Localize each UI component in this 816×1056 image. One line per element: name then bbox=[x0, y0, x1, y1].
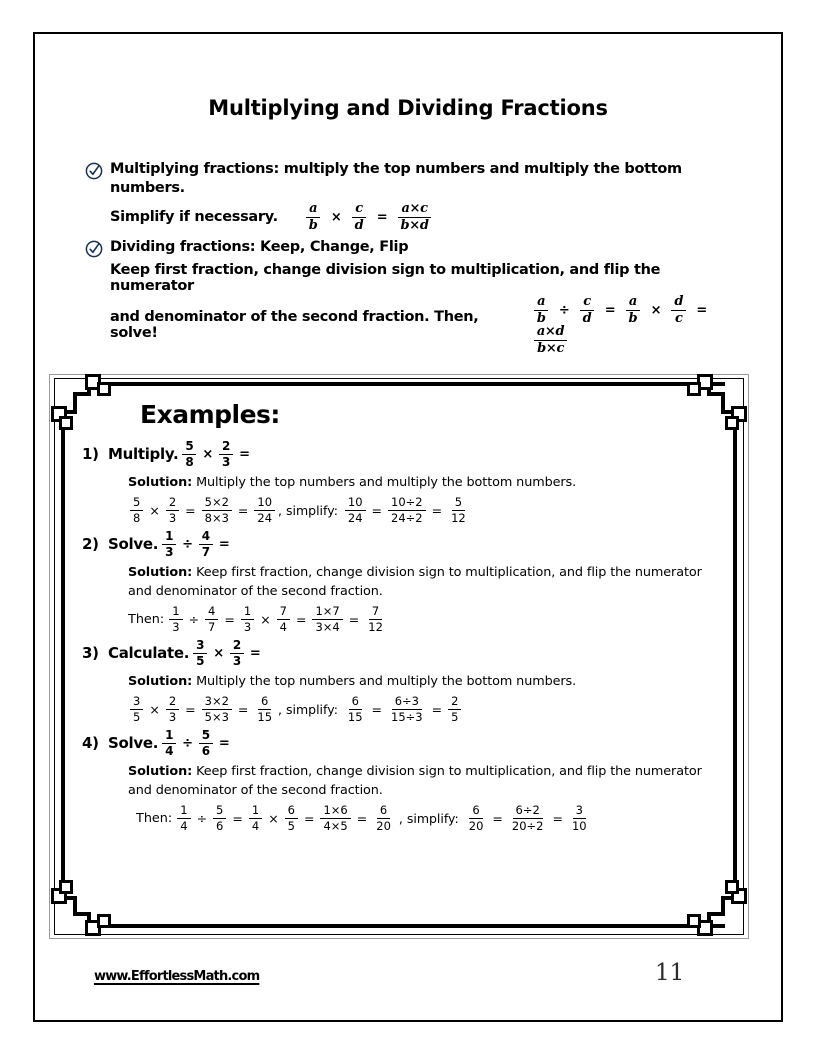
denominator: 4 bbox=[251, 818, 260, 833]
numerator: 4 bbox=[205, 605, 218, 619]
fraction-e bbox=[320, 804, 350, 831]
fraction-e bbox=[345, 695, 366, 722]
solution-text: Multiply the top numbers and multiply the bottom numbers. bbox=[196, 674, 577, 689]
numerator: a×d bbox=[534, 325, 568, 341]
note-item-multiplying bbox=[84, 160, 734, 198]
corner-ornament-tl-inner bbox=[97, 382, 111, 396]
operator: × bbox=[213, 645, 224, 661]
problem-expression bbox=[191, 639, 264, 667]
numerator: 1 bbox=[169, 605, 182, 619]
numerator: 5 bbox=[199, 729, 213, 744]
footer-website-link[interactable]: www.EffortlessMath.com bbox=[94, 969, 260, 984]
solution-text: Keep first fraction, change division sign to multiplication, and flip the numerator bbox=[196, 764, 702, 779]
fraction-2 bbox=[199, 530, 213, 558]
fraction-f bbox=[388, 496, 426, 523]
problem-number: 1) bbox=[82, 445, 99, 463]
frame-thick-bottom bbox=[87, 924, 725, 928]
operator: × bbox=[202, 446, 213, 462]
numerator: 2 bbox=[166, 496, 179, 510]
denominator: 5 bbox=[196, 653, 205, 668]
numerator: c bbox=[580, 295, 594, 311]
fraction-d bbox=[254, 496, 275, 523]
fraction-c-over-d bbox=[580, 295, 595, 325]
fraction-e bbox=[312, 605, 342, 632]
fraction-h bbox=[509, 804, 547, 831]
numerator: 5 bbox=[130, 496, 143, 510]
denominator: 15 bbox=[347, 709, 363, 724]
operator-2: × bbox=[260, 611, 271, 627]
solution-label: Solution: bbox=[128, 764, 193, 779]
fraction-1 bbox=[182, 440, 196, 468]
note-multiplying-line2 bbox=[110, 200, 734, 234]
numerator: 2 bbox=[166, 695, 179, 709]
frame-gray-top bbox=[49, 374, 749, 375]
problem-3-statement bbox=[82, 636, 742, 670]
fraction-f bbox=[373, 804, 394, 831]
multiply-operator: × bbox=[330, 209, 342, 225]
denominator: 5 bbox=[287, 818, 295, 833]
fraction-a bbox=[177, 804, 190, 831]
denominator: 20 bbox=[468, 818, 484, 833]
numerator: d bbox=[671, 295, 686, 311]
solution-text-row bbox=[128, 762, 742, 781]
denominator: b×d bbox=[400, 217, 429, 233]
numerator: 6 bbox=[469, 804, 482, 818]
solution-text-row bbox=[128, 672, 742, 691]
numerator: 6÷3 bbox=[392, 695, 422, 709]
solution-label: Solution: bbox=[128, 674, 193, 689]
numerator: 10 bbox=[254, 496, 275, 510]
corner-ornament-br-inner bbox=[687, 914, 701, 928]
examples-heading: Examples: bbox=[140, 400, 280, 429]
problem-1 bbox=[82, 437, 742, 525]
numerator: 3×2 bbox=[202, 695, 232, 709]
fraction-g bbox=[466, 804, 487, 831]
solution-label: Solution: bbox=[128, 475, 193, 490]
frame-gray-right bbox=[748, 374, 749, 939]
circled-check-icon bbox=[84, 161, 104, 181]
equals-sign: = bbox=[218, 735, 230, 751]
fraction-e bbox=[345, 496, 366, 523]
numerator: 7 bbox=[369, 605, 382, 619]
numerator: 1 bbox=[162, 530, 176, 545]
equals-sign: = bbox=[239, 446, 250, 462]
simplify-label: , simplify: bbox=[278, 701, 338, 717]
numerator: 6 bbox=[285, 804, 298, 818]
notes-section bbox=[84, 160, 734, 356]
note-denominator-text: and denominator of the second fraction. Then, solve! bbox=[110, 309, 479, 342]
fraction-d bbox=[285, 804, 298, 831]
fraction-c bbox=[202, 695, 232, 722]
denominator: b bbox=[308, 217, 318, 233]
fraction-d bbox=[254, 695, 275, 722]
numerator: 4 bbox=[199, 530, 213, 545]
equals-1: = bbox=[185, 502, 196, 518]
operator-1: ÷ bbox=[188, 611, 200, 627]
operator: ÷ bbox=[182, 536, 193, 552]
denominator: 4 bbox=[279, 619, 287, 634]
fraction-c bbox=[241, 605, 254, 632]
numerator: 3 bbox=[193, 639, 207, 654]
fraction-1 bbox=[193, 639, 207, 667]
then-label: Then: bbox=[128, 611, 165, 627]
operator: × bbox=[149, 502, 160, 518]
numerator: 3 bbox=[573, 804, 586, 818]
fraction-1 bbox=[162, 729, 176, 757]
numerator: 6 bbox=[258, 695, 271, 709]
denominator: 7 bbox=[201, 544, 210, 559]
denominator: b bbox=[536, 310, 546, 326]
then-label: Then: bbox=[136, 810, 173, 826]
numerator: 1×6 bbox=[320, 804, 350, 818]
note-item-dividing bbox=[84, 238, 734, 259]
denominator: 8×3 bbox=[204, 510, 229, 525]
denominator: c bbox=[674, 310, 683, 326]
numerator: 3 bbox=[130, 695, 143, 709]
denominator: 5 bbox=[451, 709, 459, 724]
denominator: 20÷2 bbox=[511, 818, 544, 833]
problem-4-solution bbox=[128, 762, 742, 833]
equals-2: = bbox=[304, 810, 315, 826]
circled-check-icon bbox=[84, 239, 104, 259]
corner-ornament-br-side2 bbox=[725, 880, 739, 894]
numerator: 5 bbox=[452, 496, 465, 510]
note-simplify-text: Simplify if necessary. bbox=[110, 209, 278, 225]
numerator: 1×7 bbox=[312, 605, 342, 619]
denominator: 3 bbox=[243, 619, 252, 634]
numerator: a bbox=[626, 295, 640, 311]
numerator: a bbox=[534, 295, 548, 311]
numerator: 5 bbox=[182, 440, 196, 455]
denominator: 3 bbox=[168, 510, 177, 525]
fraction-b bbox=[166, 496, 179, 523]
note-text-line1: Multiplying fractions: multiply the top numbers and multiply the bottom numbers. bbox=[110, 161, 682, 196]
fraction-c bbox=[202, 496, 232, 523]
fraction-d bbox=[277, 605, 290, 632]
frame-thin-bottom bbox=[54, 934, 744, 935]
solution-work-4 bbox=[136, 803, 742, 833]
frame-gray-left bbox=[49, 374, 50, 939]
equals-2: = bbox=[237, 701, 249, 717]
solution-label: Solution: bbox=[128, 565, 193, 580]
problem-3 bbox=[82, 636, 742, 724]
solution-work-2 bbox=[128, 604, 742, 634]
denominator: 24 bbox=[347, 510, 363, 525]
equals-2: = bbox=[296, 611, 307, 627]
fraction-g bbox=[448, 695, 461, 722]
denominator: 3 bbox=[232, 653, 241, 668]
equals-3: = bbox=[371, 502, 383, 518]
denominator: 6 bbox=[201, 743, 210, 758]
numerator: 5 bbox=[213, 804, 226, 818]
denominator: 12 bbox=[368, 619, 383, 634]
denominator: 24 bbox=[257, 510, 273, 525]
denominator: b×c bbox=[537, 340, 565, 356]
fraction-result bbox=[398, 202, 432, 232]
numerator: 2 bbox=[448, 695, 461, 709]
problem-prompt: Multiply. bbox=[108, 445, 179, 463]
denominator: 3 bbox=[222, 454, 231, 469]
note-text-line1: Dividing fractions: Keep, Change, Flip bbox=[110, 239, 409, 255]
numerator: 6÷2 bbox=[513, 804, 543, 818]
denominator: 5×3 bbox=[204, 709, 229, 724]
operator-2: × bbox=[268, 810, 279, 826]
solution-work-1 bbox=[128, 495, 742, 525]
note-dividing-line3 bbox=[110, 295, 734, 356]
denominator: 24÷2 bbox=[391, 510, 423, 525]
fraction-2 bbox=[199, 729, 213, 757]
equals-5: = bbox=[552, 810, 563, 826]
problem-1-statement bbox=[82, 437, 742, 471]
equals-operator-2: = bbox=[696, 302, 708, 318]
numerator: 2 bbox=[219, 440, 233, 455]
denominator: 3 bbox=[172, 619, 180, 634]
equals-4: = bbox=[431, 502, 443, 518]
fraction-a-over-b-2 bbox=[626, 295, 641, 325]
equals-1: = bbox=[224, 611, 235, 627]
note-dividing-line2 bbox=[110, 261, 734, 295]
solution-text-row bbox=[128, 563, 742, 582]
equals-2: = bbox=[237, 502, 249, 518]
equals-1: = bbox=[185, 701, 196, 717]
problem-number: 3) bbox=[82, 644, 99, 662]
fraction-a bbox=[130, 496, 143, 523]
problem-3-solution bbox=[128, 672, 742, 724]
numerator: 10 bbox=[345, 496, 366, 510]
numerator: 10÷2 bbox=[388, 496, 426, 510]
solution-text-row-2 bbox=[128, 781, 742, 800]
problem-1-solution bbox=[128, 473, 742, 525]
solution-text-row-2 bbox=[128, 582, 742, 601]
denominator: 15 bbox=[257, 709, 273, 724]
operator: ÷ bbox=[182, 735, 193, 751]
problem-4 bbox=[82, 726, 742, 833]
denominator: 3×4 bbox=[315, 619, 340, 634]
problem-expression bbox=[160, 530, 233, 558]
denominator: b bbox=[628, 310, 638, 326]
fraction-1 bbox=[162, 530, 176, 558]
operator: × bbox=[149, 701, 160, 717]
examples-section bbox=[82, 400, 742, 835]
problem-expression bbox=[180, 440, 253, 468]
problem-prompt: Calculate. bbox=[108, 644, 190, 662]
fraction-c-over-d bbox=[352, 202, 367, 232]
fraction-g bbox=[448, 496, 469, 523]
fraction-a bbox=[130, 695, 143, 722]
equals-3: = bbox=[348, 611, 360, 627]
denominator: 4 bbox=[165, 743, 174, 758]
equals-operator: = bbox=[604, 302, 616, 318]
problem-number: 2) bbox=[82, 535, 99, 553]
page-title: Multiplying and Dividing Fractions bbox=[208, 96, 608, 120]
equals-4: = bbox=[492, 810, 503, 826]
equals-sign: = bbox=[249, 645, 261, 661]
numerator: 6 bbox=[377, 804, 390, 818]
frame-thin-right bbox=[743, 378, 744, 935]
fraction-b bbox=[166, 695, 179, 722]
problem-2-solution bbox=[128, 563, 742, 634]
denominator: 20 bbox=[376, 818, 391, 833]
fraction-f bbox=[388, 695, 426, 722]
simplify-label: , simplify: bbox=[278, 502, 338, 518]
page-number: 11 bbox=[655, 960, 685, 986]
solution-text-row bbox=[128, 473, 742, 492]
denominator: 8 bbox=[185, 454, 194, 469]
problem-2 bbox=[82, 527, 742, 634]
formula-divide-fractions bbox=[532, 295, 734, 356]
equals-3: = bbox=[356, 810, 368, 826]
denominator: 3 bbox=[165, 544, 174, 559]
numerator: 1 bbox=[249, 804, 262, 818]
problem-prompt: Solve. bbox=[108, 734, 159, 752]
solution-text: Keep first fraction, change division sign to multiplication, and flip the numerator bbox=[196, 565, 702, 580]
denominator: 10 bbox=[571, 818, 587, 833]
denominator: 6 bbox=[216, 818, 224, 833]
denominator: 7 bbox=[208, 619, 216, 634]
solution-text-continued: and denominator of the second fraction. bbox=[128, 783, 383, 798]
fraction-a bbox=[169, 605, 182, 632]
numerator: 5×2 bbox=[202, 496, 232, 510]
numerator: 1 bbox=[241, 605, 254, 619]
problem-number: 4) bbox=[82, 734, 99, 752]
fraction-a-over-b bbox=[306, 202, 321, 232]
note-keep-text: Keep first fraction, change division sign to multiplication, and flip the numerator bbox=[110, 262, 661, 294]
numerator: 1 bbox=[177, 804, 190, 818]
solution-work-3 bbox=[128, 694, 742, 724]
frame-thick-top bbox=[87, 382, 725, 386]
frame-thin-top bbox=[54, 378, 744, 379]
fraction-2 bbox=[230, 639, 244, 667]
fraction-i bbox=[569, 804, 590, 831]
corner-ornament-bl-inner bbox=[97, 914, 111, 928]
numerator: 2 bbox=[230, 639, 244, 654]
problem-2-statement bbox=[82, 527, 742, 561]
corner-ornament-tl-side2 bbox=[59, 416, 73, 430]
simplify-label: , simplify: bbox=[398, 810, 459, 826]
numerator: a bbox=[306, 202, 320, 218]
equals-sign: = bbox=[218, 536, 230, 552]
frame-gray-bottom bbox=[49, 938, 749, 939]
fraction-result bbox=[534, 325, 568, 355]
solution-text: Multiply the top numbers and multiply the bottom numbers. bbox=[196, 475, 577, 490]
numerator: 1 bbox=[162, 729, 176, 744]
operator-1: ÷ bbox=[196, 810, 208, 826]
multiply-operator: × bbox=[650, 302, 662, 318]
denominator: 3 bbox=[168, 709, 177, 724]
equals-1: = bbox=[232, 810, 243, 826]
divide-operator: ÷ bbox=[558, 302, 570, 318]
fraction-f bbox=[365, 605, 386, 632]
problem-4-statement bbox=[82, 726, 742, 760]
fraction-c bbox=[249, 804, 262, 831]
fraction-b bbox=[213, 804, 226, 831]
denominator: 15÷3 bbox=[391, 709, 423, 724]
fraction-a-over-b bbox=[534, 295, 549, 325]
frame-thick-left bbox=[61, 410, 65, 900]
denominator: 8 bbox=[133, 510, 141, 525]
corner-ornament-bl-side2 bbox=[59, 880, 73, 894]
problem-expression bbox=[160, 729, 233, 757]
numerator: a×c bbox=[398, 202, 430, 218]
formula-multiply-fractions bbox=[304, 202, 434, 232]
problem-prompt: Solve. bbox=[108, 535, 159, 553]
denominator: 5 bbox=[133, 709, 141, 724]
numerator: 6 bbox=[349, 695, 362, 709]
fraction-b bbox=[205, 605, 218, 632]
equals-operator: = bbox=[376, 209, 388, 225]
fraction-2 bbox=[219, 440, 233, 468]
denominator: d bbox=[354, 217, 364, 233]
solution-text-continued: and denominator of the second fraction. bbox=[128, 584, 383, 599]
numerator: c bbox=[352, 202, 366, 218]
denominator: 4 bbox=[180, 818, 188, 833]
equals-4: = bbox=[431, 701, 443, 717]
denominator: 12 bbox=[451, 510, 466, 525]
corner-ornament-tr-inner bbox=[687, 382, 701, 396]
numerator: 7 bbox=[277, 605, 290, 619]
denominator: 4×5 bbox=[323, 818, 348, 833]
fraction-d-over-c bbox=[671, 295, 686, 325]
frame-thin-left bbox=[54, 378, 55, 935]
equals-3: = bbox=[371, 701, 383, 717]
denominator: d bbox=[582, 310, 592, 326]
